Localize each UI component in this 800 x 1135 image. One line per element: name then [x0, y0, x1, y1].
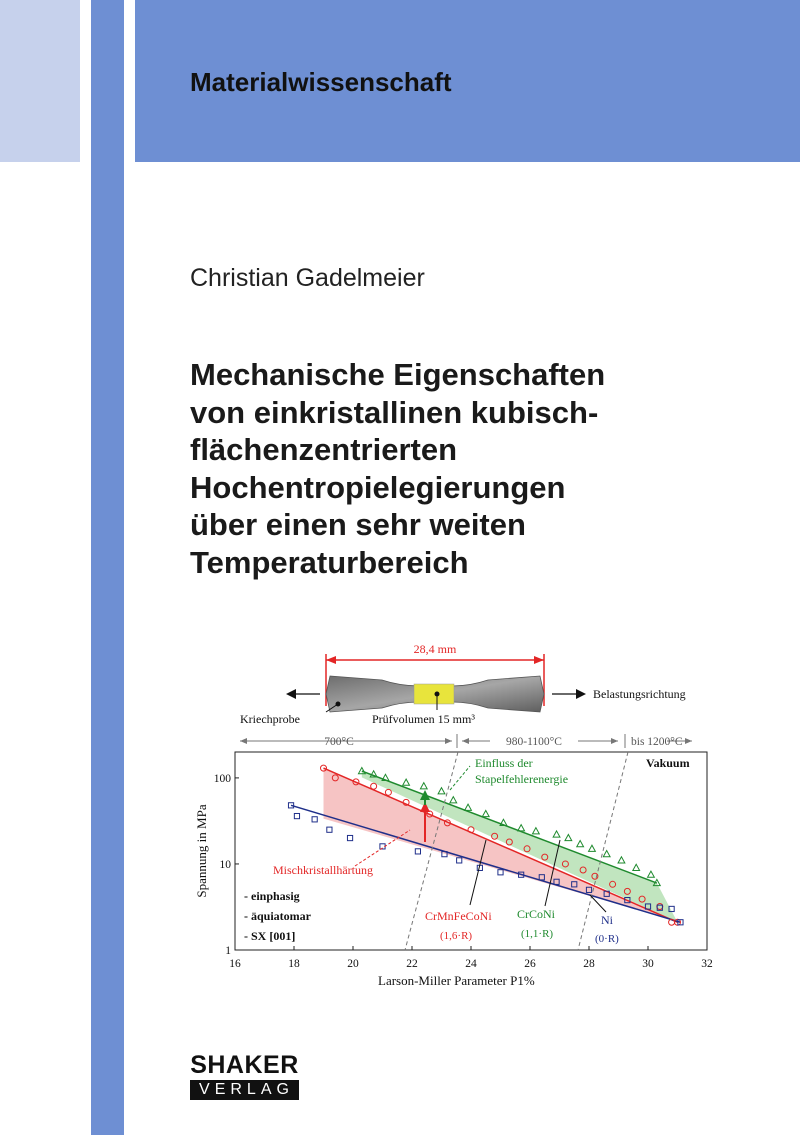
- y-axis-title: Spannung in MPa: [194, 804, 209, 898]
- title-line: flächenzentrierten: [190, 432, 458, 467]
- dimension-label: 28,4 mm: [413, 642, 457, 656]
- series-label-crmnfeconi: CrMnFeCoNi: [425, 909, 492, 923]
- publisher-logo: [190, 1052, 299, 1100]
- data-point-crconi: [533, 828, 540, 834]
- creep-specimen: [240, 642, 686, 726]
- x-tick-label: 18: [288, 958, 300, 970]
- dimension-arrow-right: [534, 656, 544, 664]
- dimension-arrow-left: [326, 656, 336, 664]
- series-title: Materialwissenschaft: [190, 67, 452, 97]
- data-point-ni: [347, 835, 352, 840]
- data-point-ni: [327, 827, 332, 832]
- title-line: Temperaturbereich: [190, 544, 469, 580]
- data-point-crconi: [438, 788, 445, 794]
- sfe-leader: [450, 766, 470, 790]
- range-arrow: [611, 738, 618, 744]
- x-axis-title: Larson-Miller Parameter P1%: [378, 973, 535, 988]
- data-point-crconi: [577, 841, 584, 847]
- sfe-label-line2: Stapelfehlerenergie: [475, 772, 569, 786]
- range-label-mid: 980-1100°C: [506, 736, 562, 748]
- data-point-crconi: [589, 845, 596, 851]
- data-point-crconi: [403, 779, 410, 785]
- x-tick-label: 20: [347, 958, 359, 970]
- series-label-ni: Ni: [601, 913, 613, 927]
- data-point-crconi: [633, 864, 640, 870]
- range-arrow: [445, 738, 452, 744]
- data-point-crconi: [450, 797, 457, 803]
- series-label-crconi: CrCoNi: [517, 907, 556, 921]
- data-point-ni: [415, 849, 420, 854]
- data-point-crconi: [648, 871, 655, 877]
- range-label-1200: bis 1200°C: [631, 736, 683, 748]
- data-point-crmnfeconi: [385, 789, 391, 795]
- title-line: von einkristallinen kubisch-: [190, 394, 599, 430]
- data-point-crmnfeconi: [371, 783, 377, 789]
- x-tick-label: 32: [701, 958, 713, 970]
- title-line: über einen sehr weiten: [190, 507, 526, 542]
- specimen-label: Kriechprobe: [240, 712, 300, 726]
- series-param-ni: (0·R): [595, 933, 619, 945]
- publisher-name: SHAKER: [190, 1051, 299, 1079]
- series-param-crmnfeconi: (1,6·R): [440, 930, 473, 942]
- solid-solution-label: Mischkristallhärtung: [273, 863, 373, 877]
- author-name: Christian Gadelmeier: [190, 264, 425, 292]
- condition-label: - äquiatomar: [244, 909, 311, 923]
- volume-label: Prüfvolumen 15 mm³: [372, 712, 475, 726]
- data-point-crconi: [420, 783, 427, 789]
- data-point-crconi: [565, 834, 572, 840]
- x-tick-label: 22: [406, 958, 418, 970]
- title-line: Hochentropielegierungen: [190, 469, 566, 505]
- x-tick-label: 24: [465, 958, 477, 970]
- x-tick-label: 28: [583, 958, 595, 970]
- creep-chart: [194, 734, 713, 988]
- data-point-crconi: [553, 831, 560, 837]
- range-arrow: [240, 738, 247, 744]
- load-arrow-right: [576, 689, 586, 699]
- publisher-sub: VERLAG: [190, 1080, 299, 1100]
- series-param-crconi: (1,1·R): [521, 928, 554, 940]
- data-point-crconi: [482, 810, 489, 816]
- y-tick-label: 10: [219, 858, 231, 871]
- range-label-700: 700°C: [324, 736, 354, 748]
- sfe-label-line1: Einfluss der: [475, 756, 533, 770]
- range-arrow: [685, 738, 692, 744]
- environment-label: Vakuum: [646, 756, 690, 770]
- range-arrow: [462, 738, 469, 744]
- data-point-crconi: [518, 825, 525, 831]
- data-point-ni: [294, 813, 299, 818]
- load-direction-label: Belastungsrichtung: [593, 687, 686, 701]
- x-tick-label: 30: [642, 958, 654, 970]
- x-tick-label: 16: [229, 958, 241, 970]
- load-arrow-left: [286, 689, 296, 699]
- data-point-ni: [312, 817, 317, 822]
- data-point-crconi: [618, 857, 625, 863]
- data-point-crconi: [603, 851, 610, 857]
- y-tick-label: 1: [225, 945, 231, 957]
- condition-label: - einphasig: [244, 889, 300, 903]
- data-point-crconi: [465, 804, 472, 810]
- y-tick-label: 100: [213, 772, 231, 785]
- title-line: Mechanische Eigenschaften: [190, 357, 606, 392]
- condition-label: - SX [001]: [244, 929, 296, 943]
- test-volume: [414, 684, 454, 704]
- x-tick-label: 26: [524, 958, 536, 970]
